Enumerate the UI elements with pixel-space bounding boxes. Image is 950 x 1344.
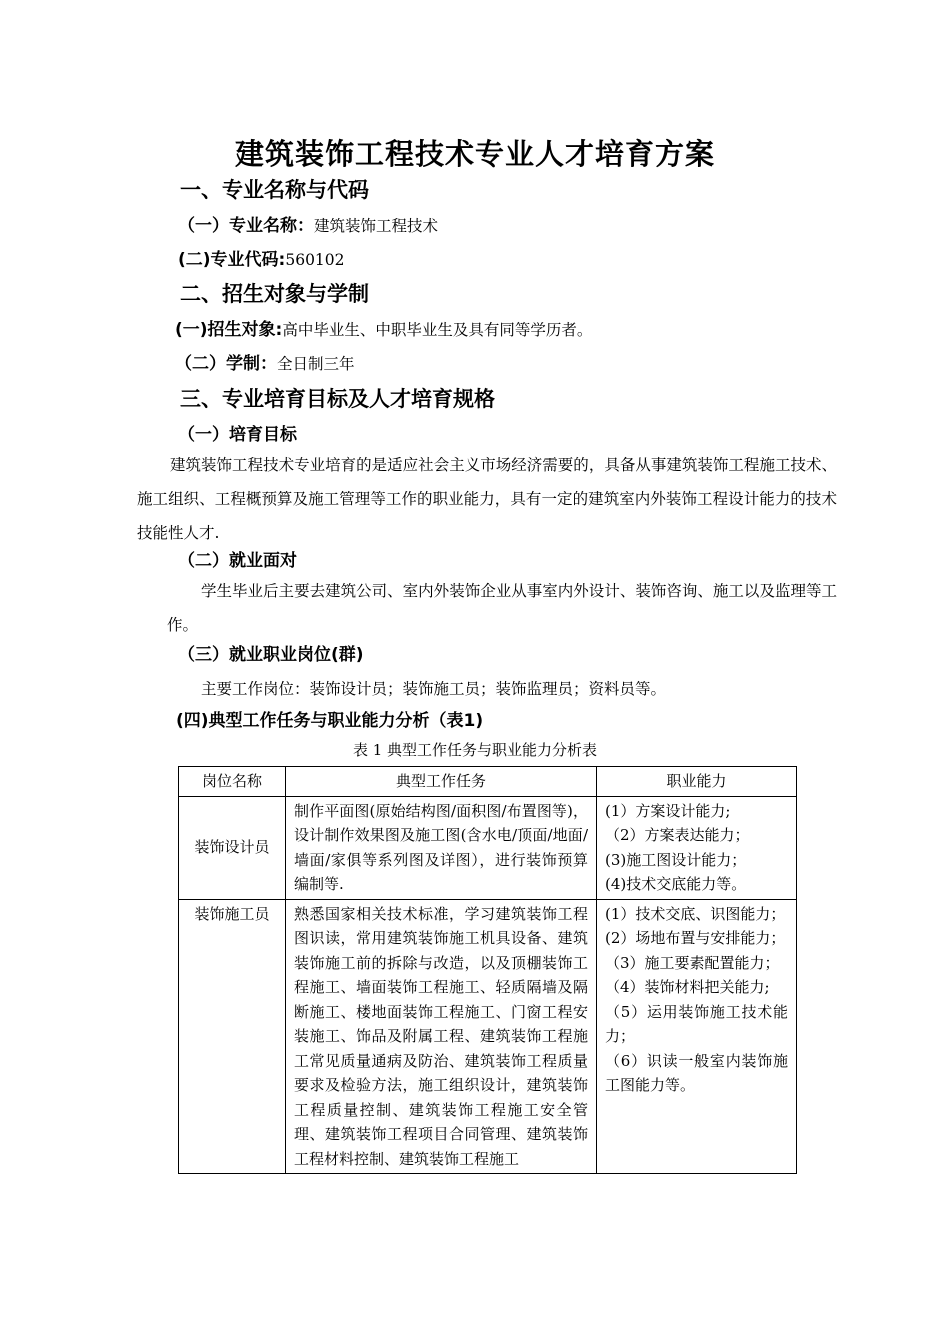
major-code-label: (二)专业代码: xyxy=(178,250,286,270)
tasks-cell: 制作平面图(原始结构图/面积图/布置图等)，设计制作效果图及施工图(含水电/顶面/地面/墙面/家俱等系列图及详图），进行装饰预算编制等. xyxy=(286,796,597,899)
tasks-heading: (四)典型工作任务与职业能力分析（表1) xyxy=(176,711,484,731)
major-name-value: 建筑装饰工程技术 xyxy=(314,217,439,235)
abilities-cell: (1）方案设计能力; （2）方案表达能力； (3)施工图设计能力； (4)技术交底能力等。 xyxy=(597,796,797,899)
table-row xyxy=(179,899,797,1174)
section-heading-3: 三、专业培育目标及人才培育规格 xyxy=(180,387,495,411)
post-cell: 装饰施工员 xyxy=(179,899,286,1174)
posts-paragraph: 主要工作岗位：装饰设计员；装饰施工员；装饰监理员；资料员等。 xyxy=(201,680,667,698)
header-abilities: 职业能力 xyxy=(597,767,797,797)
enrollment-target-value: 高中毕业生、中职毕业生及具有同等学历者。 xyxy=(282,321,593,339)
employment-paragraph: 学生毕业后主要去建筑公司、室内外装饰企业从事室内外设计、装饰咨询、施工以及监理等工作。 xyxy=(167,582,837,634)
document-title: 建筑装饰工程技术专业人才培育方案 xyxy=(234,137,715,171)
task-ability-table xyxy=(178,766,797,1174)
major-name-line xyxy=(178,211,438,236)
table-caption: 表 1 典型工作任务与职业能力分析表 xyxy=(352,741,598,759)
goal-paragraph: 建筑装饰工程技术专业培育的是适应社会主义市场经济需要的，具备从事建筑装饰工程施工技术、施工组织、工程概预算及施工管理等工作的职业能力，具有一定的建筑室内外装饰工程设计能力的技术技能性人才. xyxy=(137,456,837,542)
abilities-cell: (1）技术交底、识图能力； (2）场地布置与安排能力； （3）施工要素配置能力； （4）装饰材料把关能力; （5）运用装饰施工技术能力； （6）识读一般室内装饰施工图能力等。 xyxy=(597,899,797,1174)
tasks-cell: 熟悉国家相关技术标准，学习建筑装饰工程图识读，常用建筑装饰施工机具设备、建筑装饰施工前的拆除与改造，以及顶棚装饰工程施工、墙面装饰工程施工、轻质隔墙及隔断施工、楼地面装饰工程施工、门窗工程安装施工、饰品及附属工程、建筑装饰工程施工常见质量通病及防治、建筑装饰工程质量要求及检验方法，施工组织设计，建筑装饰工程质量控制、建筑装饰工程施工安全管理、建筑装饰工程项目合同管理、建筑装饰工程材料控制、建筑装饰工程施工 xyxy=(286,899,597,1174)
study-system-value: 全日制三年 xyxy=(277,355,355,373)
enrollment-target-line xyxy=(175,315,592,340)
employment-heading: （二）就业面对 xyxy=(178,551,297,571)
posts-heading: （三）就业职业岗位(群) xyxy=(178,645,364,665)
major-name-label: （一）专业名称： xyxy=(178,216,314,236)
table-header-row xyxy=(179,767,797,797)
enrollment-target-label: (一)招生对象: xyxy=(175,320,283,340)
section-heading-1: 一、专业名称与代码 xyxy=(180,178,369,202)
section-heading-2: 二、招生对象与学制 xyxy=(180,282,369,306)
table-row xyxy=(179,796,797,899)
study-system-line xyxy=(175,349,355,374)
post-cell: 装饰设计员 xyxy=(179,796,286,899)
header-tasks: 典型工作任务 xyxy=(286,767,597,797)
study-system-label: （二）学制： xyxy=(175,354,277,374)
header-post: 岗位名称 xyxy=(179,767,286,797)
goal-heading: （一）培育目标 xyxy=(178,425,297,445)
major-code-value: 560102 xyxy=(285,251,345,269)
major-code-line xyxy=(178,245,345,270)
